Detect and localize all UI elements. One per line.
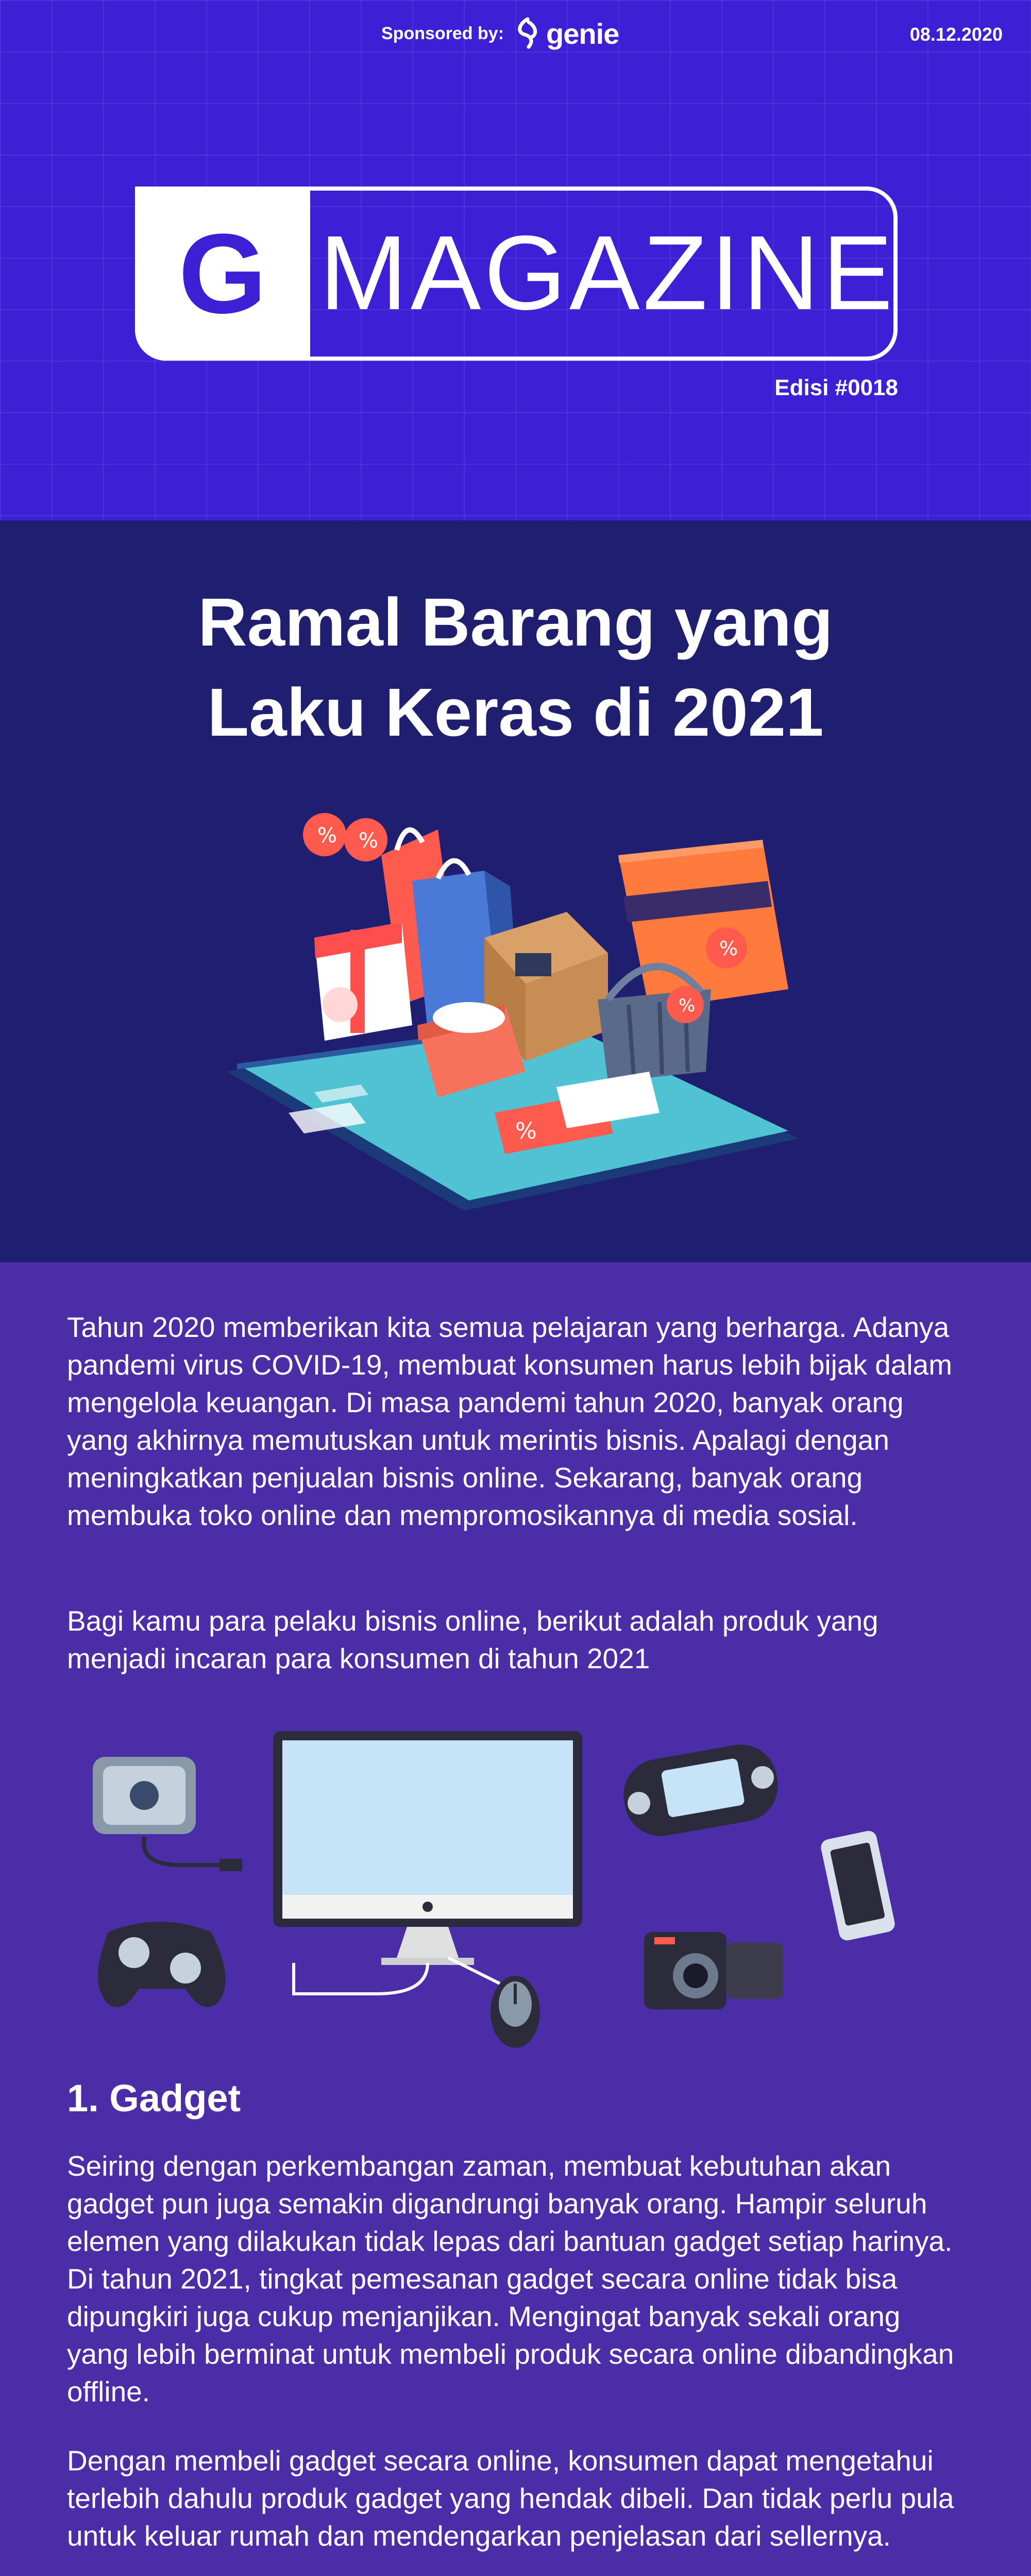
- external-hard-drive-icon: [93, 1757, 242, 1871]
- magazine-title: MAGAZINE: [319, 214, 896, 332]
- genie-logo[interactable]: [513, 17, 619, 50]
- svg-text:%: %: [317, 824, 337, 848]
- article-title-line1: Ramal Barang yang: [198, 584, 833, 660]
- genie-brand-text: genie: [546, 17, 619, 50]
- issue-date: 08.12.2020: [909, 24, 1003, 45]
- article-title-line2: Laku Keras di 2021: [207, 674, 824, 750]
- gadget-paragraph-2: Dengan membeli gadget secara online, konsumen dapat mengetahui terlebih dahulu produk gadget yang hendak dibeli. Dan tidak perlu pula untuk keluar rumah dan mendengarkan penjelasan dari sellernya.: [67, 2445, 954, 2552]
- svg-text:%: %: [719, 937, 738, 960]
- svg-text:%: %: [515, 1118, 537, 1144]
- intro-paragraph: Tahun 2020 memberikan kita semua pelajaran yang berharga. Adanya pandemi virus COVID-19, membuat konsumen harus lebih bijak dalam mengelola keuangan. Di masa pandemi tahun 2020, banyak orang yang akhirnya memutuskan untuk merintis bisnis. Apalagi dengan meningkatkan penjualan bisnis online. Sekarang, banyak orang membuka toko online dan mempromosikannya di media sosial.: [67, 1311, 953, 1531]
- edition-number: Edisi #0018: [774, 375, 898, 400]
- logo-letter: G: [178, 210, 267, 337]
- sponsor-info: [381, 15, 619, 52]
- sponsor-label: Sponsored by:: [381, 23, 504, 43]
- svg-text:%: %: [359, 829, 379, 853]
- sponsor-bar: [0, 0, 1031, 67]
- svg-text:%: %: [679, 995, 696, 1016]
- gadget-paragraph-1: Seiring dengan perkembangan zaman, membuat kebutuhan akan gadget pun juga semakin digandrungi banyak orang. Hampir seluruh elemen yang dilakukan tidak lepas dari bantuan gadget setiap harinya. Di tahun 2021, tingkat pemesanan gadget secara online tidak bisa dipungkiri juga cukup menjanjikan. Mengingat banyak sekali orang yang lebih berminat untuk membeli produk secara online dibandingkan offline.: [67, 2150, 954, 2408]
- credit-card-icon: [618, 840, 788, 1010]
- article-title: [0, 577, 1031, 757]
- genie-swirl-icon: [513, 17, 542, 50]
- gift-box-icon: [314, 922, 412, 1041]
- intro-paragraph-2: Bagi kamu para pelaku bisnis online, berikut adalah produk yang menjadi incaran para konsumen di tahun 2021: [67, 1605, 878, 1674]
- magazine-logo-mark: [135, 187, 310, 361]
- desktop-monitor-icon: [273, 1731, 582, 1994]
- smartphone-icon: [819, 1829, 896, 1942]
- camera-icon: [644, 1932, 783, 2009]
- computer-mouse-icon: [491, 1976, 540, 2048]
- shopping-bags-on-phone-illustration: [196, 783, 835, 1236]
- gamepad-icon: [98, 1922, 226, 2007]
- gadgets-illustration: [88, 1716, 912, 2050]
- handheld-console-icon: [618, 1739, 783, 1842]
- section-heading-gadget: 1. Gadget: [67, 2077, 241, 2120]
